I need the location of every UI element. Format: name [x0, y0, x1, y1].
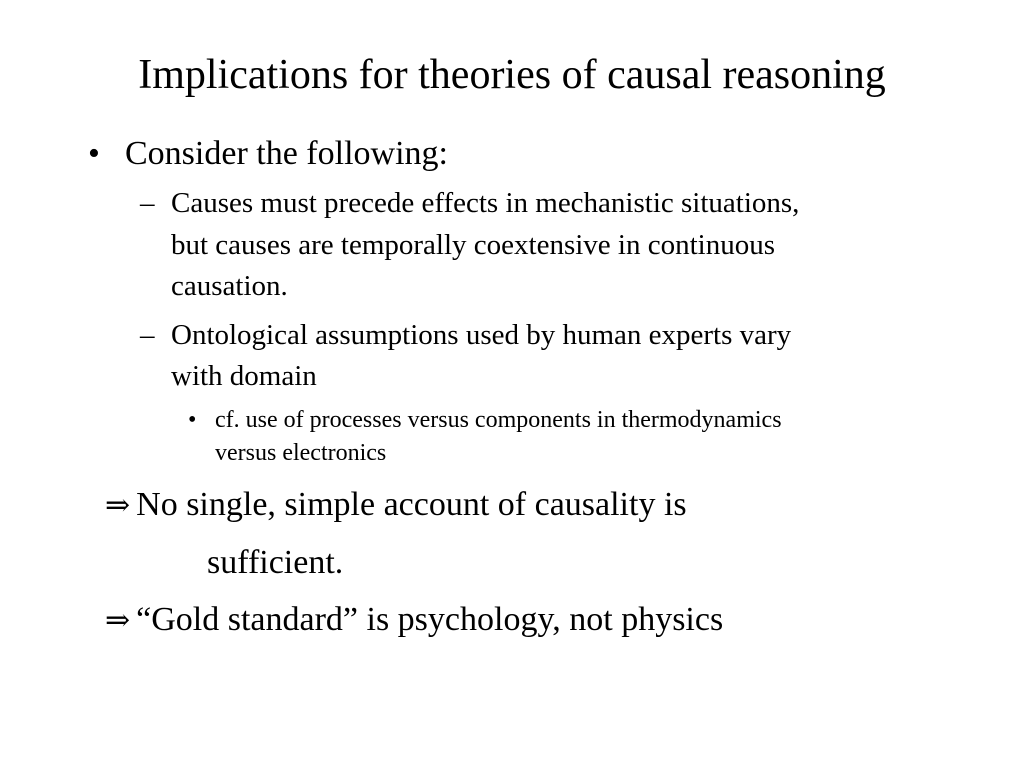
bullet-consider: Consider the following: [125, 135, 448, 172]
sub-bullet-causes-line-1: Causes must precede effects in mechanistic situations, [171, 187, 800, 219]
sub-bullet-causes-line-3: causation. [171, 270, 288, 302]
implies-arrow-icon: ⇒ [105, 603, 131, 638]
sub-bullet-ontological-line-2: with domain [171, 360, 317, 392]
implication-no-single-account [105, 485, 687, 526]
implication-gold-standard [105, 600, 723, 641]
dash-icon: – [140, 187, 155, 219]
bullet-icon: • [88, 135, 100, 172]
sub-sub-bullet-line-1: cf. use of processes versus components in thermodynamics [215, 407, 782, 433]
implies-arrow-icon: ⇒ [105, 488, 131, 523]
dash-icon: – [140, 319, 155, 351]
sub-bullet-ontological-line-1: Ontological assumptions used by human experts vary [171, 319, 792, 351]
sub-sub-bullet-line-2: versus electronics [215, 440, 387, 466]
sub-bullet-causes-line-2: but causes are temporally coextensive in continuous [171, 229, 775, 261]
slide-title: Implications for theories of causal reasoning [138, 52, 886, 98]
implication-text-line-1: No single, simple account of causality is [136, 486, 687, 523]
implication-text: “Gold standard” is psychology, not physics [136, 601, 724, 638]
bullet-icon: • [188, 407, 197, 433]
implication-text-line-2: sufficient. [207, 544, 344, 581]
